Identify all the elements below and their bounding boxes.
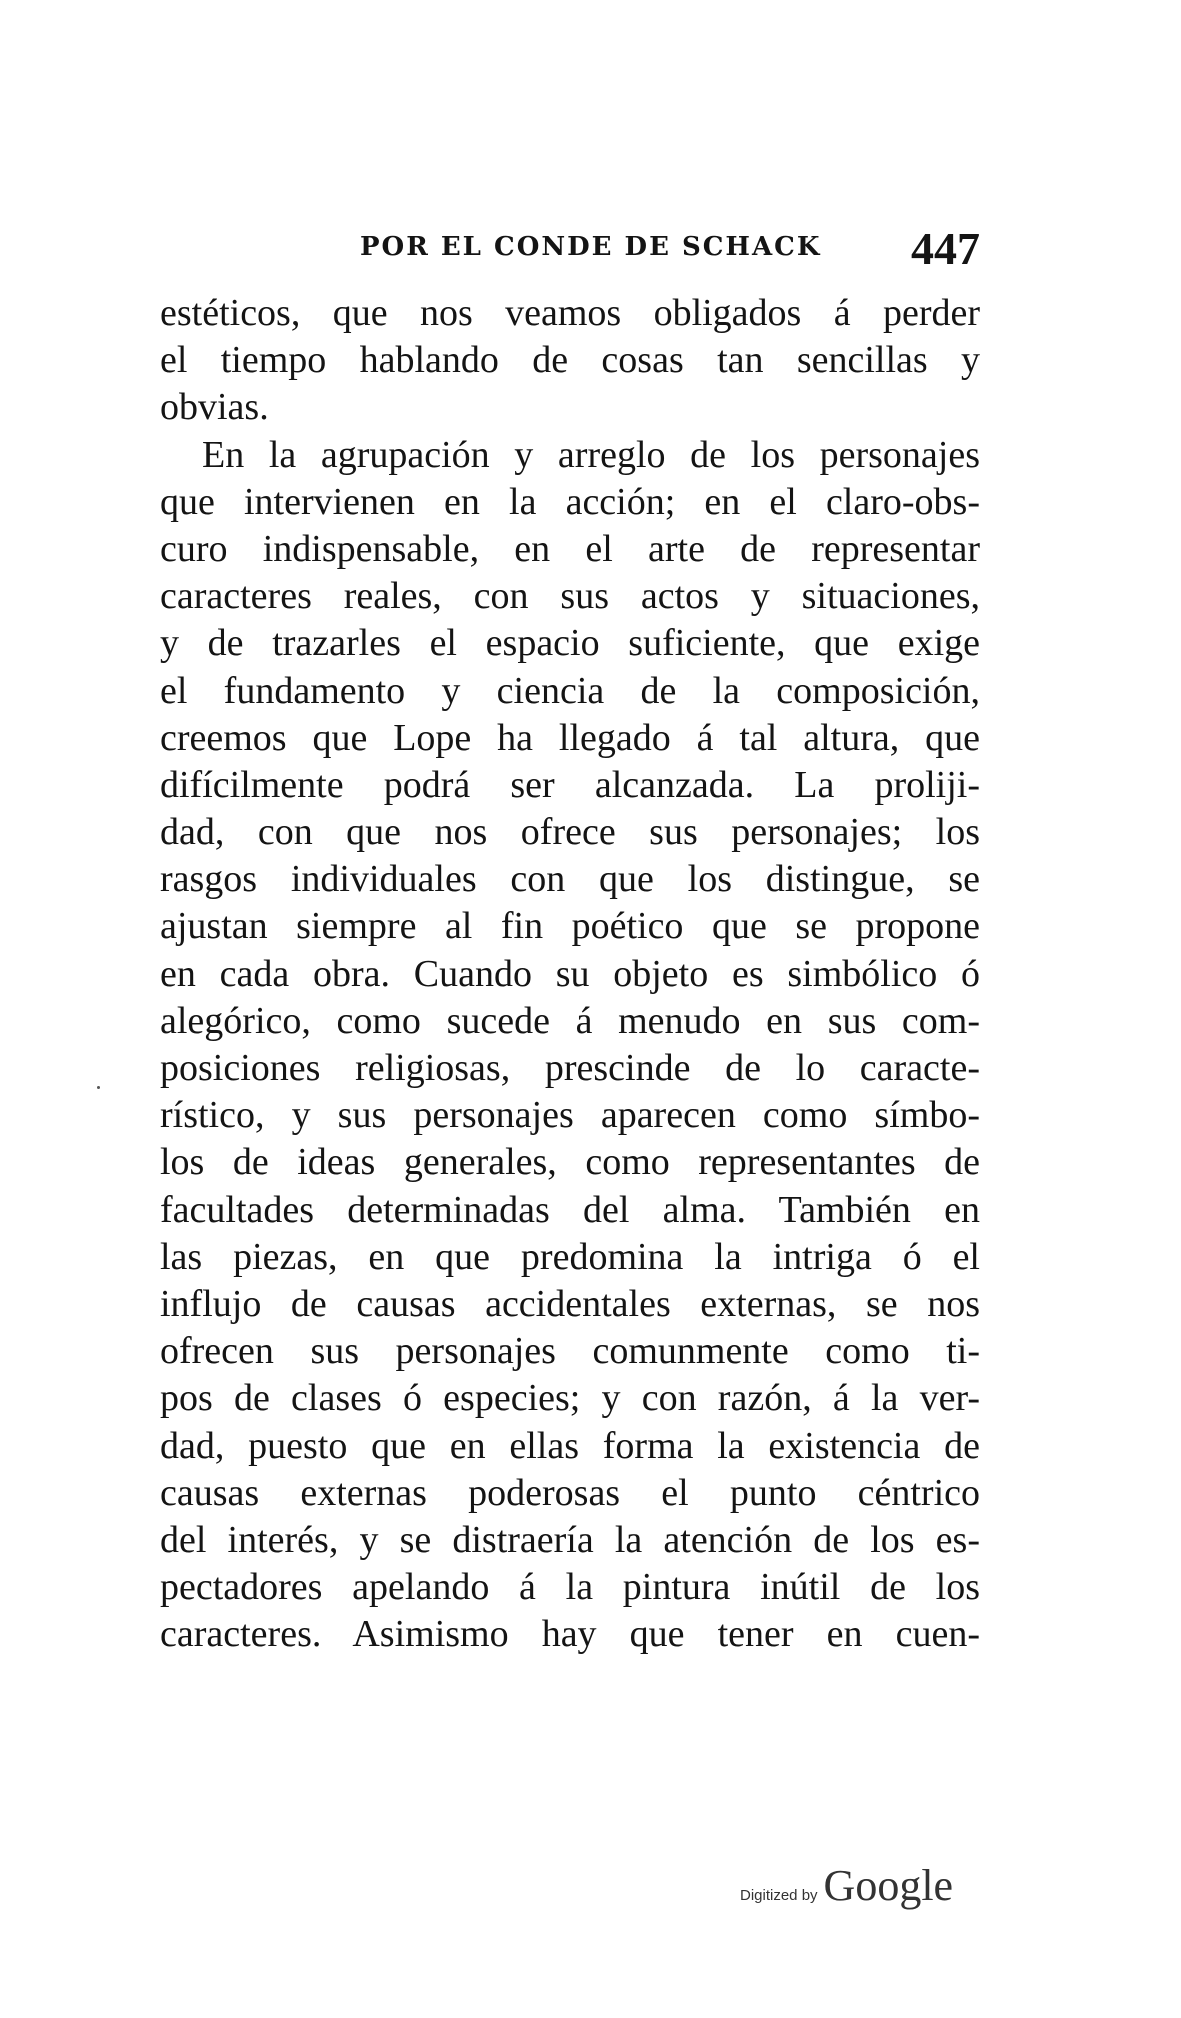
text-line: en cada obra. Cuando su objeto es simbólico ó	[160, 952, 980, 995]
text-line: caracteres reales, con sus actos y situaciones,	[160, 575, 980, 618]
text-line: que intervienen en la acción; en el claro-obs-	[160, 480, 980, 523]
digitized-watermark	[740, 1860, 953, 1911]
text-line: dad, puesto que en ellas forma la existencia de	[160, 1424, 980, 1467]
text-line: En la agrupación y arreglo de los personajes	[202, 433, 980, 476]
text-line: alegórico, como sucede á menudo en sus com-	[160, 999, 980, 1042]
text-line: el fundamento y ciencia de la composición,	[160, 669, 980, 712]
text-line: influjo de causas accidentales externas, se nos	[160, 1282, 980, 1325]
text-line: los de ideas generales, como representantes de	[160, 1141, 980, 1184]
page-header	[160, 222, 980, 292]
text-line: el tiempo hablando de cosas tan sencillas y	[160, 339, 980, 382]
body-text	[160, 290, 980, 1658]
running-head: POR EL CONDE DE SCHACK	[360, 232, 822, 262]
text-line: las piezas, en que predomina la intriga ó el	[160, 1235, 980, 1278]
text-line: rístico, y sus personajes aparecen como símbo-	[160, 1094, 980, 1137]
text-line: posiciones religiosas, prescinde de lo caracte-	[160, 1047, 980, 1089]
text-line: rasgos individuales con que los distingue, se	[160, 858, 980, 901]
text-line: obvias.	[160, 386, 269, 429]
text-line: curo indispensable, en el arte de representar	[160, 527, 980, 570]
text-line: estéticos, que nos veamos obligados á perder	[160, 292, 980, 334]
text-line: creemos que Lope ha llegado á tal altura, que	[160, 716, 980, 759]
text-line: ajustan siempre al fin poético que se propone	[160, 905, 980, 948]
text-line: facultades determinadas del alma. También en	[160, 1188, 980, 1231]
watermark-logo: Google	[823, 1861, 954, 1910]
scan-speck	[97, 1086, 100, 1089]
text-line: pos de clases ó especies; y con razón, á la ver-	[160, 1377, 980, 1420]
text-line: del interés, y se distraería la atención de los es-	[160, 1518, 980, 1561]
page-number: 447	[911, 223, 980, 274]
text-line: causas externas poderosas el punto céntrico	[160, 1471, 980, 1514]
text-line: pectadores apelando á la pintura inútil de los	[160, 1566, 980, 1609]
text-line: difícilmente podrá ser alcanzada. La proliji-	[160, 763, 980, 806]
text-line: ofrecen sus personajes comunmente como ti-	[160, 1330, 980, 1373]
text-line: caracteres. Asimismo hay que tener en cuen-	[160, 1613, 980, 1656]
watermark-prefix: Digitized by	[740, 1887, 818, 1904]
text-line: y de trazarles el espacio suficiente, que exige	[160, 622, 980, 665]
text-line: dad, con que nos ofrece sus personajes; los	[160, 811, 980, 854]
